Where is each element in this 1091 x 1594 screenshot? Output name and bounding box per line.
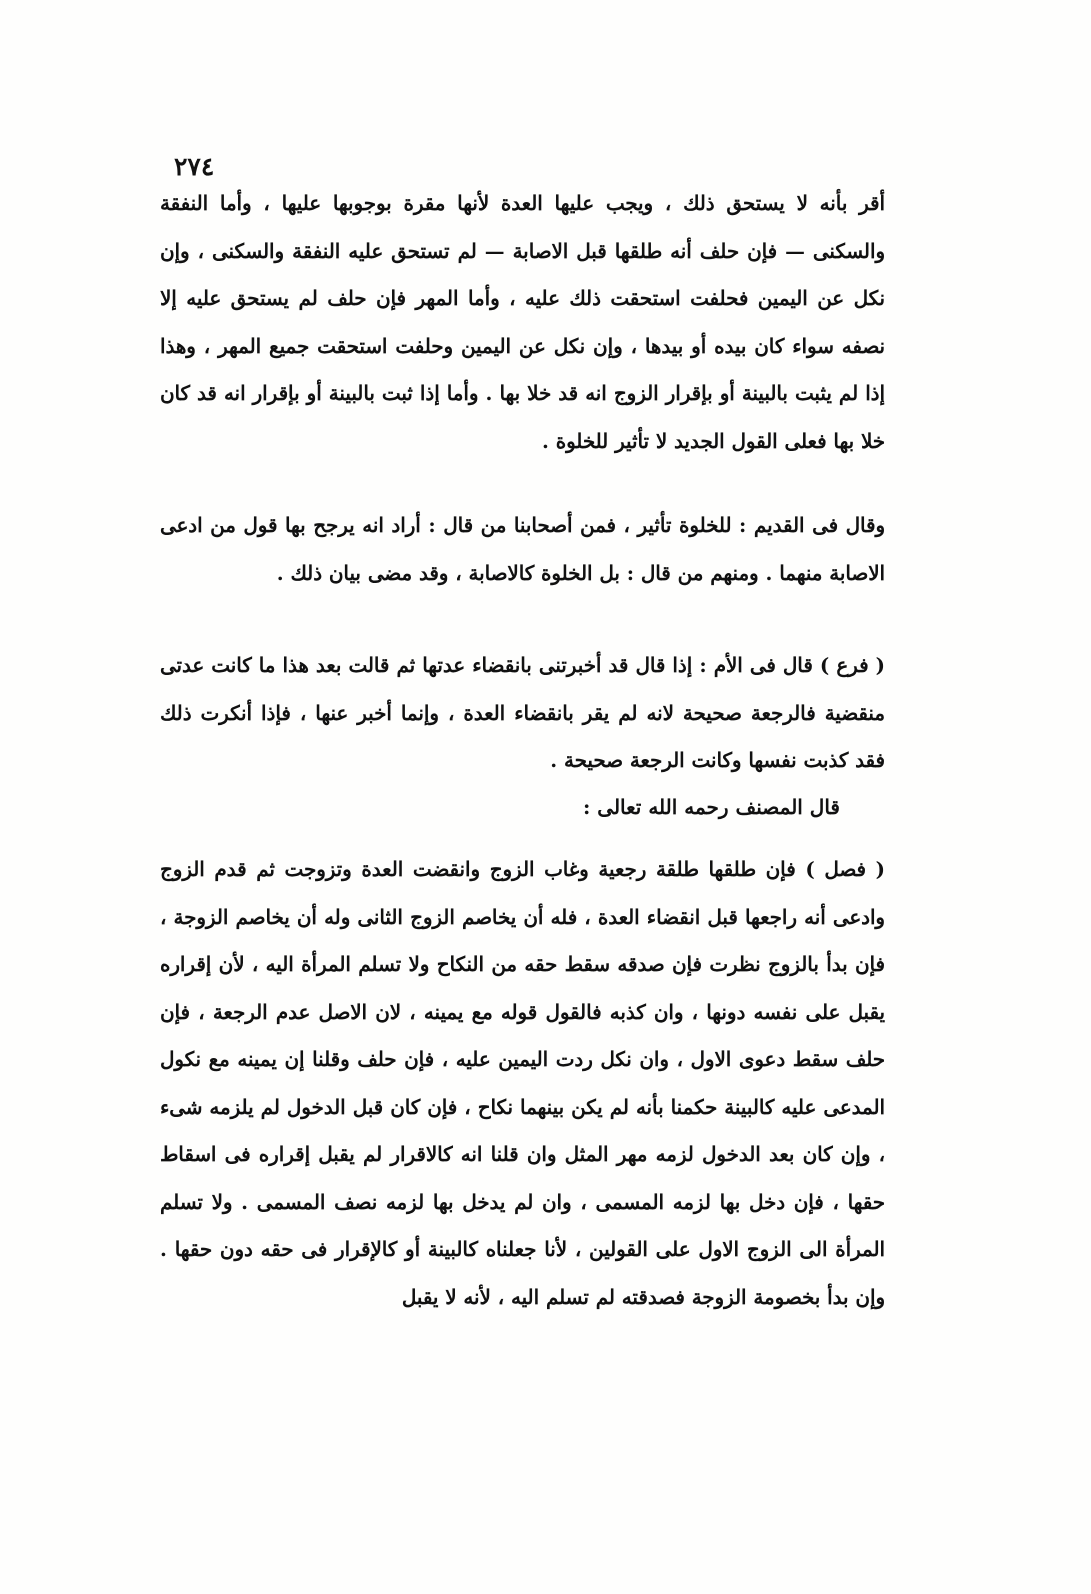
paragraph-3-subsection — [160, 642, 885, 785]
page-number: ٢٧٤ — [174, 152, 215, 181]
paragraph-text: ( فرع ) قال فى الأم : إذا قال قد أخبرتنى بانقضاء عدتها ثم قالت بعد هذا ما كانت عدتى منقضية فالرجعة صحيحة لانه لم يقر بانقضاء العدة ، وإنما أخبر عنها ، فإذا أنكرت ذلك فقد كذبت نفسها وكانت الرجعة صحيحة . — [160, 653, 885, 772]
paragraph-1 — [160, 180, 885, 465]
paragraph-4-section — [160, 846, 885, 1321]
paragraph-text: أقر بأنه لا يستحق ذلك ، ويجب عليها العدة لأنها مقرة بوجوبها عليها ، وأما النفقة والسكنى — فإن حلف أنه طلقها قبل الاصابة — لم تستحق عليه النفقة والسكنى ، وإن نكل عن اليمين فحلفت استحقت ذلك عليه ، وأما المهر فإن حلف لم يستحق عليه إلا نصفه سواء كان بيده أو بيدها ، وإن نكل عن اليمين وحلفت استحقت جميع المهر ، وهذا إذا لم يثبت بالبينة أو بإقرار الزوج انه قد خلا بها . وأما إذا ثبت بالبينة أو بإقرار انه قد كان خلا بها فعلى القول الجديد لا تأثير للخلوة . — [160, 191, 885, 453]
section-heading: قال المصنف رحمه الله تعالى : — [582, 795, 840, 819]
paragraph-text: ( فصل ) فإن طلقها طلقة رجعية وغاب الزوج وانقضت العدة وتزوجت ثم قدم الزوج وادعى أنه راجعها قبل انقضاء العدة ، فله أن يخاصم الزوج الثانى وله أن يخاصم الزوجة ، فإن بدأ بالزوج نظرت فإن صدقه سقط حقه من النكاح ولا تسلم المرأة اليه ، لأن إقراره يقبل على نفسه دونها ، وان كذبه فالقول قوله مع يمينه ، لان الاصل عدم الرجعة ، فإن حلف سقط دعوى الاول ، وان نكل ردت اليمين عليه ، فإن حلف وقلنا إن يمينه مع نكول المدعى عليه كالبينة حكمنا بأنه لم يكن بينهما نكاح ، فإن كان قبل الدخول لم يلزمه شىء ، وإن كان بعد الدخول لزمه مهر المثل وان قلنا انه كالاقرار لم يقبل إقراره فى اسقاط حقها ، فإن دخل بها لزمه المسمى ، وان لم يدخل بها لزمه نصف المسمى . ولا تسلم المرأة الى الزوج الاول على القولين ، لأنا جعلناه كالبينة أو كالإقرار فى حقه دون حقها . وإن بدأ بخصومة الزوجة فصدقته لم تسلم اليه ، لأنه لا يقبل — [160, 857, 885, 1309]
paragraph-2 — [160, 502, 885, 597]
paragraph-text: وقال فى القديم : للخلوة تأثير ، فمن أصحابنا من قال : أراد انه يرجح بها قول من ادعى الاصابة منهما . ومنهم من قال : بل الخلوة كالاصابة ، وقد مضى بيان ذلك . — [160, 513, 885, 585]
